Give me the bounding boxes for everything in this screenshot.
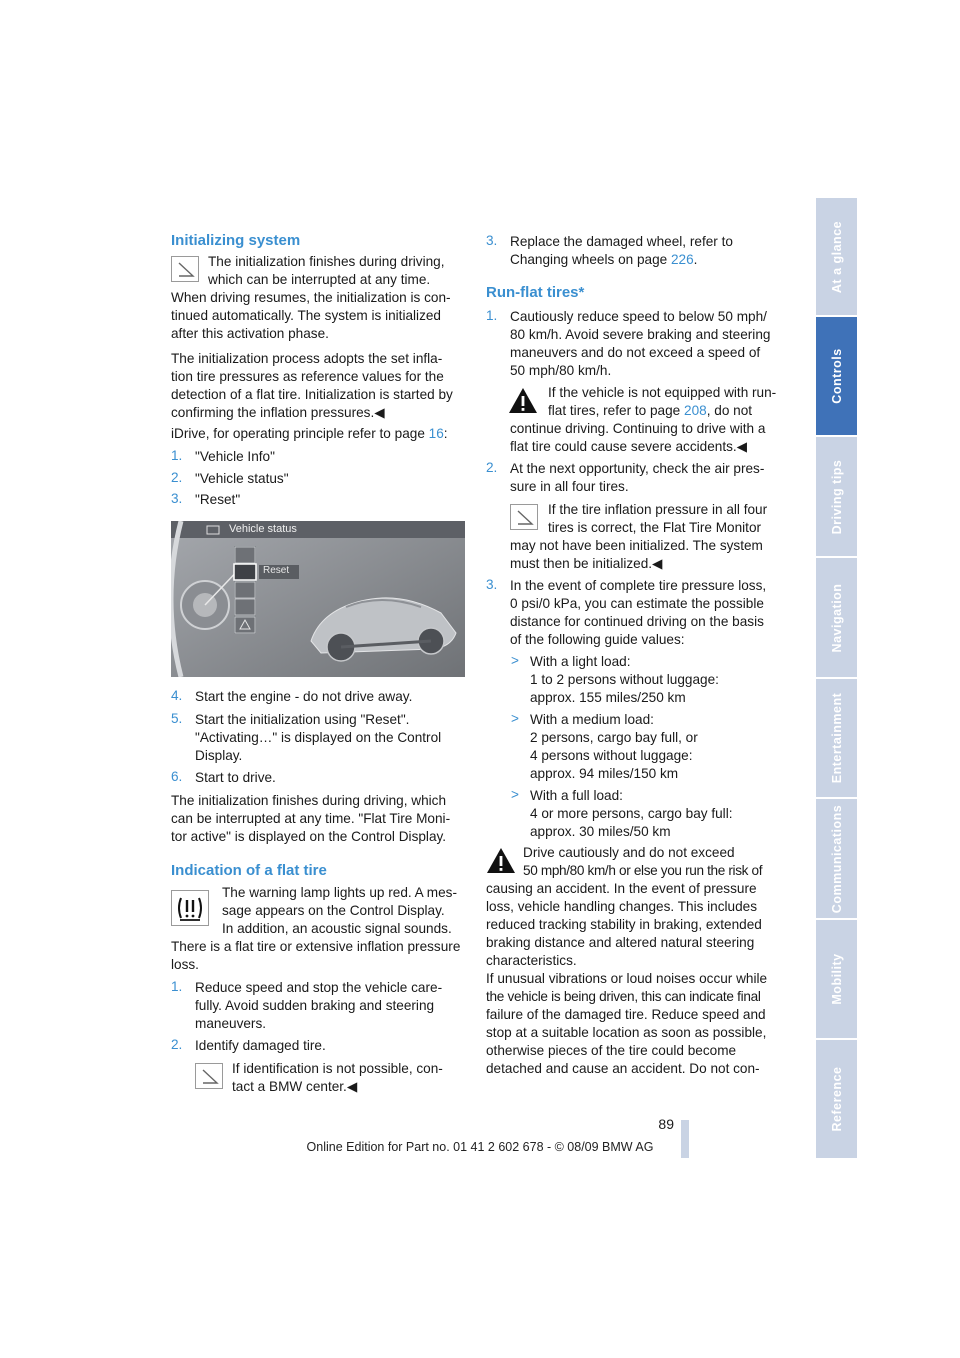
step-number: 3. — [486, 577, 498, 592]
step-text: "Vehicle Info" — [195, 449, 275, 464]
load-item: 4 persons without luggage: — [530, 748, 693, 763]
step-text: Start the engine - do not drive away. — [195, 689, 413, 704]
flat-tire-text: The warning lamp lights up red. A mes- — [222, 885, 457, 900]
note-text: tact a BMW center.◀ — [232, 1079, 358, 1094]
sidebar-tab-controls[interactable]: Controls — [816, 317, 857, 437]
init-paragraph: tinued automatically. The system is initialized — [171, 308, 441, 323]
heading-run-flat-tires: Run-flat tires* — [486, 284, 585, 301]
init-paragraph-3: tor active" is displayed on the Control Display. — [171, 829, 447, 844]
load-item: approx. 94 miles/150 km — [530, 766, 679, 781]
step-number: 1. — [171, 979, 183, 994]
note-text: If identification is not possible, con- — [232, 1061, 443, 1076]
warning-text: continue driving. Continuing to drive with a — [510, 421, 766, 436]
page-number: 89 — [658, 1116, 674, 1132]
page-link-226[interactable]: 226 — [670, 252, 694, 267]
sidebar-tab-driving-tips[interactable]: Driving tips — [816, 437, 857, 558]
sidebar-tab-navigation[interactable]: Navigation — [816, 558, 857, 679]
step-text: maneuvers. — [195, 1016, 267, 1031]
step-text: of the following guide values: — [510, 632, 685, 647]
warning-text: If the vehicle is not equipped with run- — [548, 385, 777, 400]
init-note-line: which can be interrupted at any time. — [208, 272, 431, 287]
warning-text: stop at a suitable location as soon as possible, — [486, 1025, 767, 1040]
load-item: 4 or more persons, cargo bay full: — [530, 806, 733, 821]
flat-tire-text: There is a flat tire or extensive inflation pressure — [171, 939, 461, 954]
step-text: Identify damaged tire. — [195, 1038, 326, 1053]
footer-edition: Online Edition for Part no. 01 41 2 602 678 - © 08/09 BMW AG — [306, 1140, 654, 1154]
step-text: In the event of complete tire pressure loss, — [510, 578, 767, 593]
warning-text: reduced tracking stability in braking, extended — [486, 917, 762, 932]
note-text: If the tire inflation pressure in all four — [548, 502, 768, 517]
warning-text: otherwise pieces of the tire could become — [486, 1043, 737, 1058]
load-item: approx. 155 miles/250 km — [530, 690, 686, 705]
step-number: 3. — [171, 491, 183, 506]
warning-triangle-icon — [486, 847, 516, 874]
step-number: 5. — [171, 711, 183, 726]
step-text: Reduce speed and stop the vehicle care- — [195, 980, 443, 995]
step-text: Display. — [195, 748, 243, 763]
step-text: 0 psi/0 kPa, you can estimate the possible — [510, 596, 764, 611]
step-number: 1. — [486, 308, 498, 323]
step-text: "Activating…" is displayed on the Control — [195, 730, 442, 745]
init-paragraph-3: The initialization finishes during driving, which — [171, 793, 447, 808]
load-item: With a medium load: — [530, 712, 654, 727]
step-number: 3. — [486, 233, 498, 248]
sidebar-tab-mobility[interactable]: Mobility — [816, 920, 857, 1040]
bullet-marker: > — [511, 787, 519, 802]
init-paragraph: after this activation phase. — [171, 326, 329, 341]
note-text: may not have been initialized. The system — [510, 538, 763, 553]
step-number: 6. — [171, 769, 183, 784]
step-text: "Vehicle status" — [195, 471, 289, 486]
sidebar-tab-communications[interactable]: Communications — [816, 799, 857, 920]
screen-title: Vehicle status — [229, 523, 297, 535]
warning-text: If unusual vibrations or loud noises occur while — [486, 971, 768, 986]
screen-reset-label: Reset — [263, 565, 290, 576]
note-text: must then be initialized.◀ — [510, 556, 663, 571]
step-text: maneuvers and do not exceed a speed of — [510, 345, 761, 360]
heading-initializing-system: Initializing system — [171, 232, 301, 249]
bullet-marker: > — [511, 653, 519, 668]
note-text: tires is correct, the Flat Tire Monitor — [548, 520, 762, 535]
step-text: distance for continued driving on the basis — [510, 614, 764, 629]
step-text: Changing wheels on page 226. — [510, 252, 698, 267]
sidebar-tab-at-a-glance[interactable]: At a glance — [816, 198, 857, 317]
warning-text: characteristics. — [486, 953, 577, 968]
warning-text: flat tires, refer to page 208, do not — [548, 403, 753, 418]
step-text: Start to drive. — [195, 770, 276, 785]
init-paragraph-2: confirming the inflation pressures.◀ — [171, 405, 385, 420]
step-text: 80 km/h. Avoid severe braking and steering — [510, 327, 771, 342]
page-link-16[interactable]: 16 — [428, 426, 444, 441]
step-number: 2. — [171, 470, 183, 485]
flat-tire-text: In addition, an acoustic signal sounds. — [222, 921, 452, 936]
flat-tire-text: loss. — [171, 957, 199, 972]
sidebar-tab-reference[interactable]: Reference — [816, 1040, 857, 1160]
init-paragraph-2: The initialization process adopts the set infla- — [171, 351, 443, 366]
init-paragraph-2: detection of a flat tire. Initialization is started by — [171, 387, 453, 402]
step-text: "Reset" — [195, 492, 241, 507]
step-number: 4. — [171, 688, 183, 703]
init-paragraph-3: can be interrupted at any time. "Flat Tire Moni- — [171, 811, 451, 826]
load-item: With a light load: — [530, 654, 631, 669]
warning-text: 50 mph/80 km/h or else you run the risk of — [523, 863, 763, 878]
warning-text: Drive cautiously and do not exceed — [523, 845, 735, 860]
warning-text: flat tire could cause severe accidents.◀ — [510, 439, 748, 454]
heading-indication-flat-tire: Indication of a flat tire — [171, 862, 327, 879]
note-arrow-icon — [171, 256, 199, 282]
note-arrow-icon — [510, 504, 538, 530]
control-display-illustration — [171, 521, 465, 677]
step-text: At the next opportunity, check the air pres- — [510, 461, 765, 476]
bullet-marker: > — [511, 711, 519, 726]
warning-text: loss, vehicle handling changes. This includes — [486, 899, 758, 914]
page-link-208[interactable]: 208 — [684, 403, 707, 418]
load-item: 2 persons, cargo bay full, or — [530, 730, 698, 745]
step-text: 50 mph/80 km/h. — [510, 363, 612, 378]
step-number: 2. — [486, 460, 498, 475]
warning-triangle-icon — [508, 387, 538, 414]
flat-tire-warning-lamp-icon — [171, 890, 209, 926]
step-text: fully. Avoid sudden braking and steering — [195, 998, 435, 1013]
init-note-line: The initialization finishes during driving, — [208, 254, 445, 269]
warning-text: detached and cause an accident. Do not con- — [486, 1061, 760, 1076]
warning-text: the vehicle is being driven, this can indicate final — [486, 989, 761, 1004]
step-text: Start the initialization using "Reset". — [195, 712, 410, 727]
sidebar-tab-entertainment[interactable]: Entertainment — [816, 679, 857, 799]
warning-text: braking distance and altered natural steering — [486, 935, 755, 950]
warning-text: failure of the damaged tire. Reduce speed and — [486, 1007, 766, 1022]
load-item: 1 to 2 persons without luggage: — [530, 672, 719, 687]
load-item: approx. 30 miles/50 km — [530, 824, 671, 839]
note-arrow-icon — [195, 1063, 223, 1089]
warning-text: causing an accident. In the event of pressure — [486, 881, 757, 896]
step-text: Replace the damaged wheel, refer to — [510, 234, 733, 249]
step-text: sure in all four tires. — [510, 479, 629, 494]
flat-tire-text: sage appears on the Control Display. — [222, 903, 445, 918]
init-paragraph: When driving resumes, the initialization is con- — [171, 290, 451, 305]
step-number: 2. — [171, 1037, 183, 1052]
idrive-reference: iDrive, for operating principle refer to page 16: — [171, 426, 448, 441]
step-number: 1. — [171, 448, 183, 463]
load-item: With a full load: — [530, 788, 623, 803]
init-paragraph-2: tion tire pressures as reference values for the — [171, 369, 444, 384]
step-text: Cautiously reduce speed to below 50 mph/ — [510, 309, 767, 324]
control-display-screenshot — [171, 521, 465, 677]
